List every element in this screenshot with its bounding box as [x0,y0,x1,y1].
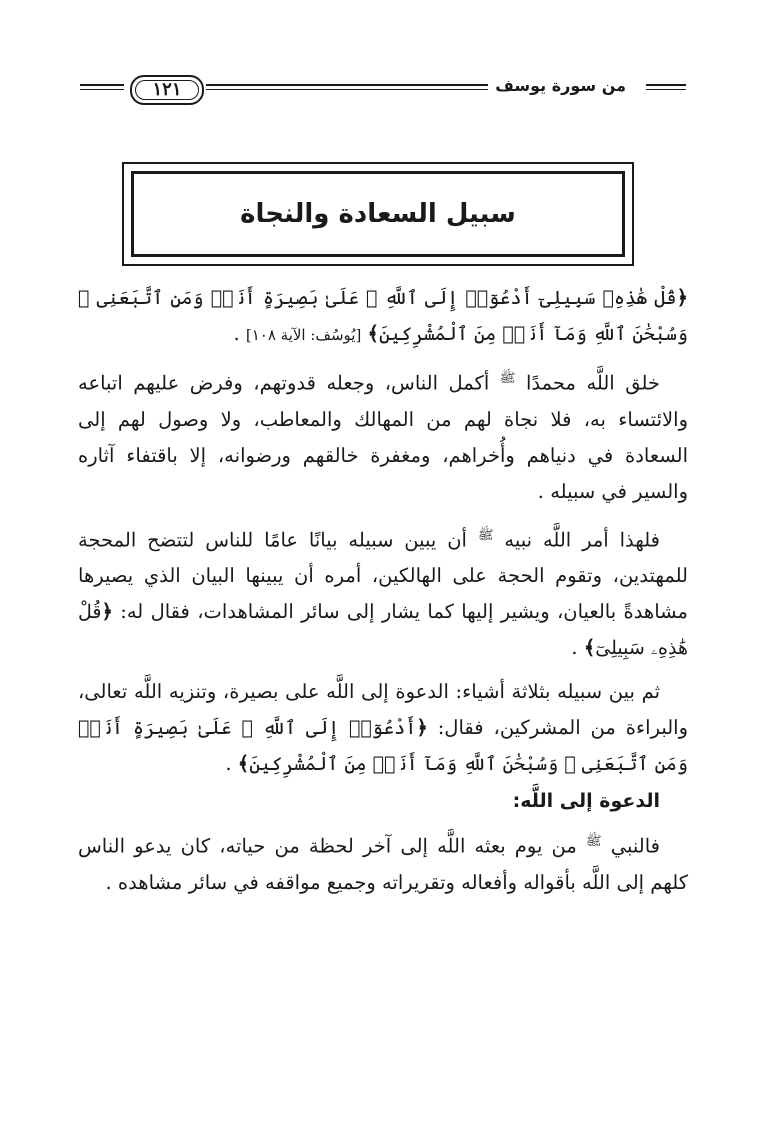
ornate-bracket-open: ﴿ [676,286,688,309]
paragraph-text: فالنبي [601,834,660,858]
paragraph-text: فلهذا أمر اللَّه نبيه [493,528,660,551]
chapter-title-inner-frame [131,171,625,257]
paragraph-text: أن يبين سبيله بيانًا عامًا للناس لتتضح المحجة للمهتدين، وتقوم الحجة على الهالكين، أمره أن يبينها البيان الذي يصيرها مشاهدةً بالعيان، ويشير إليها كما يشار إلى سائر المشاهدات، فقال له: [78,528,688,623]
ornate-bracket-close: ﴾ [583,636,596,659]
quran-verse: أَدْعُوٓا۟ إِلَى ٱللَّهِ ۚ عَلَىٰ بَصِيرَةٍ أَنَا۠ وَمَنِ ٱتَّبَعَنِى ۖ وَسُبْحَٰنَ ٱللَّهِ وَمَآ أَنَا۠ مِنَ ٱلْمُشْرِكِينَ [78,717,688,775]
paragraph-text: أكمل الناس، وجعله قدوتهم، وفرض عليهم اتباعه والائتساء به، فلا نجاة لهم من المهالك والمعاطب، ولا وصول لهم إلى السعادة في دنياهم وأُخراهم، ومغفرة خالقهم ورضوانه، إلا باقتفاء آثاره والسير في سبيله . [78,371,688,503]
body-paragraph [78,824,688,901]
paragraph-text: خلق اللَّه محمدًا [515,371,660,395]
ornate-bracket-close: ﴾ [367,322,379,345]
page-number: ١٢١ [130,75,204,105]
ornate-bracket-close: ﴾ [237,752,250,775]
body-paragraph [78,674,688,782]
salla-symbol: ﷺ [585,834,602,849]
header-rule [80,89,124,90]
sentence-end: . [233,322,246,345]
surah-label: من سورة يوسف [495,76,626,95]
header-rule [646,89,686,90]
verse-reference: [يُوسُف: الآية ١٠٨] [245,326,362,344]
salla-symbol: ﷺ [477,527,494,543]
verse-paragraph [78,280,688,353]
header-rule [80,84,124,86]
body-paragraph [78,361,688,510]
quran-verse: قُلْ هَٰذِهِۦ سَبِيلِىٓ [78,601,688,659]
section-heading: الدعوة إلى اللَّه: [512,790,660,812]
ornate-bracket-open: ﴿ [101,600,113,623]
sentence-end: . [571,636,584,659]
sentence-end: . [225,752,238,775]
header-rule [206,84,488,86]
ornate-bracket-open: ﴿ [416,716,428,739]
chapter-title: سبيل السعادة والنجاة [240,199,516,229]
header-rule [206,89,488,90]
chapter-title-frame [122,162,634,266]
header-rule [646,84,686,86]
quran-verse: قُلْ هَٰذِهِۦ سَبِيلِىٓ أَدْعُوٓا۟ إِلَى ٱللَّهِ ۚ عَلَىٰ بَصِيرَةٍ أَنَا۠ وَمَنِ ٱتَّبَعَنِى ۖ وَسُبْحَٰنَ ٱللَّهِ وَمَآ أَنَا۠ مِنَ ٱلْمُشْرِكِينَ [78,287,688,345]
page-body [78,280,688,909]
salla-symbol: ﷺ [499,371,516,386]
body-paragraph [78,518,688,667]
paragraph-text: من يوم بعثه اللَّه إلى آخر لحظة من حياته، كان يدعو الناس كلهم إلى اللَّه بأقواله وأفعاله وتقريراته وجميع مواقفه في سائر مشاهده . [78,834,688,894]
paragraph-text: ثم بين سبيله بثلاثة أشياء: الدعوة إلى اللَّه على بصيرة، وتنزيه اللَّه تعالى، والبراءة من المشركين، فقال: [78,680,689,739]
page-header [80,70,686,110]
